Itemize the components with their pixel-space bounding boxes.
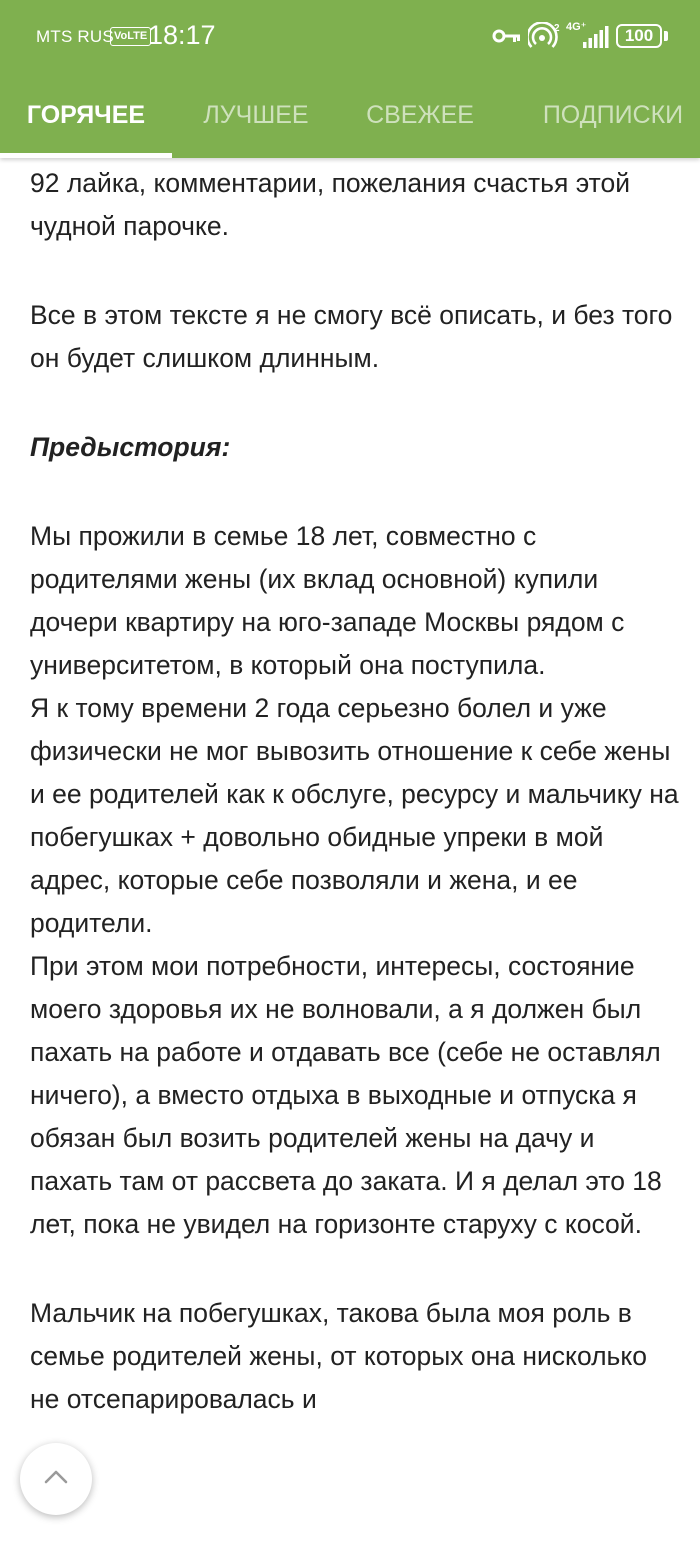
paragraph: Мальчик на побегушках, такова была моя роль в семье родителей жены, от которых она нисколько не отсепарировалась и xyxy=(30,1298,647,1414)
key-icon xyxy=(492,26,522,46)
chevron-up-icon xyxy=(44,1469,68,1485)
scroll-up-button[interactable] xyxy=(20,1443,92,1515)
tab-best[interactable]: ЛУЧШЕЕ xyxy=(203,101,309,129)
feed-tabs xyxy=(0,72,700,158)
svg-text:2: 2 xyxy=(554,23,560,34)
top-app-bar xyxy=(0,0,700,158)
post-body xyxy=(30,158,680,1421)
paragraph: Мы прожили в семье 18 лет, совместно с родителями жены (их вклад основной) купили дочери квартиру на юго-западе Москвы рядом с университетом, в который она поступила. xyxy=(30,521,625,680)
carrier-name: MTS RUS xyxy=(36,27,114,46)
paragraph: 92 лайка, комментарии, пожелания счастья этой чудной парочке. xyxy=(30,168,631,241)
status-bar xyxy=(0,0,700,72)
tab-fresh[interactable]: СВЕЖЕЕ xyxy=(366,101,474,129)
section-heading: Предыстория: xyxy=(30,432,231,462)
signal-icon xyxy=(583,26,609,48)
active-tab-indicator xyxy=(0,153,172,158)
battery-tip xyxy=(664,31,668,41)
volte-badge: VoLTE xyxy=(110,27,151,46)
paragraph: Все в этом тексте я не смогу всё описать, и без того он будет слишком длинным. xyxy=(30,300,673,373)
paragraph: Я к тому времени 2 года серьезно болел и уже физически не мог вывозить отношение к себе жены и ее родителей как к обслуге, ресурсу и мальчику на побегушках + довольно обидные упреки в мой адрес, которые себе позволяли и жена, и ее родители. xyxy=(30,693,679,938)
paragraph: При этом мои потребности, интересы, состояние моего здоровья их не волновали, а я должен был пахать на работе и отдавать все (себе не оставлял ничего), а вместо отдыха в выходные и отпуска я обязан был возить родителей жены на дачу и пахать там от рассвета до заката. И я делал это 18 лет, пока не увидел на горизонте старуху с косой. xyxy=(30,951,662,1239)
tab-subscriptions[interactable]: ПОДПИСКИ xyxy=(542,101,684,129)
tab-hot[interactable]: ГОРЯЧЕЕ xyxy=(26,101,146,129)
clock: 18:17 xyxy=(148,20,216,50)
battery-icon: 100 xyxy=(616,24,662,48)
hotspot-icon xyxy=(528,22,562,50)
network-type: 4G⁺ xyxy=(566,21,587,33)
